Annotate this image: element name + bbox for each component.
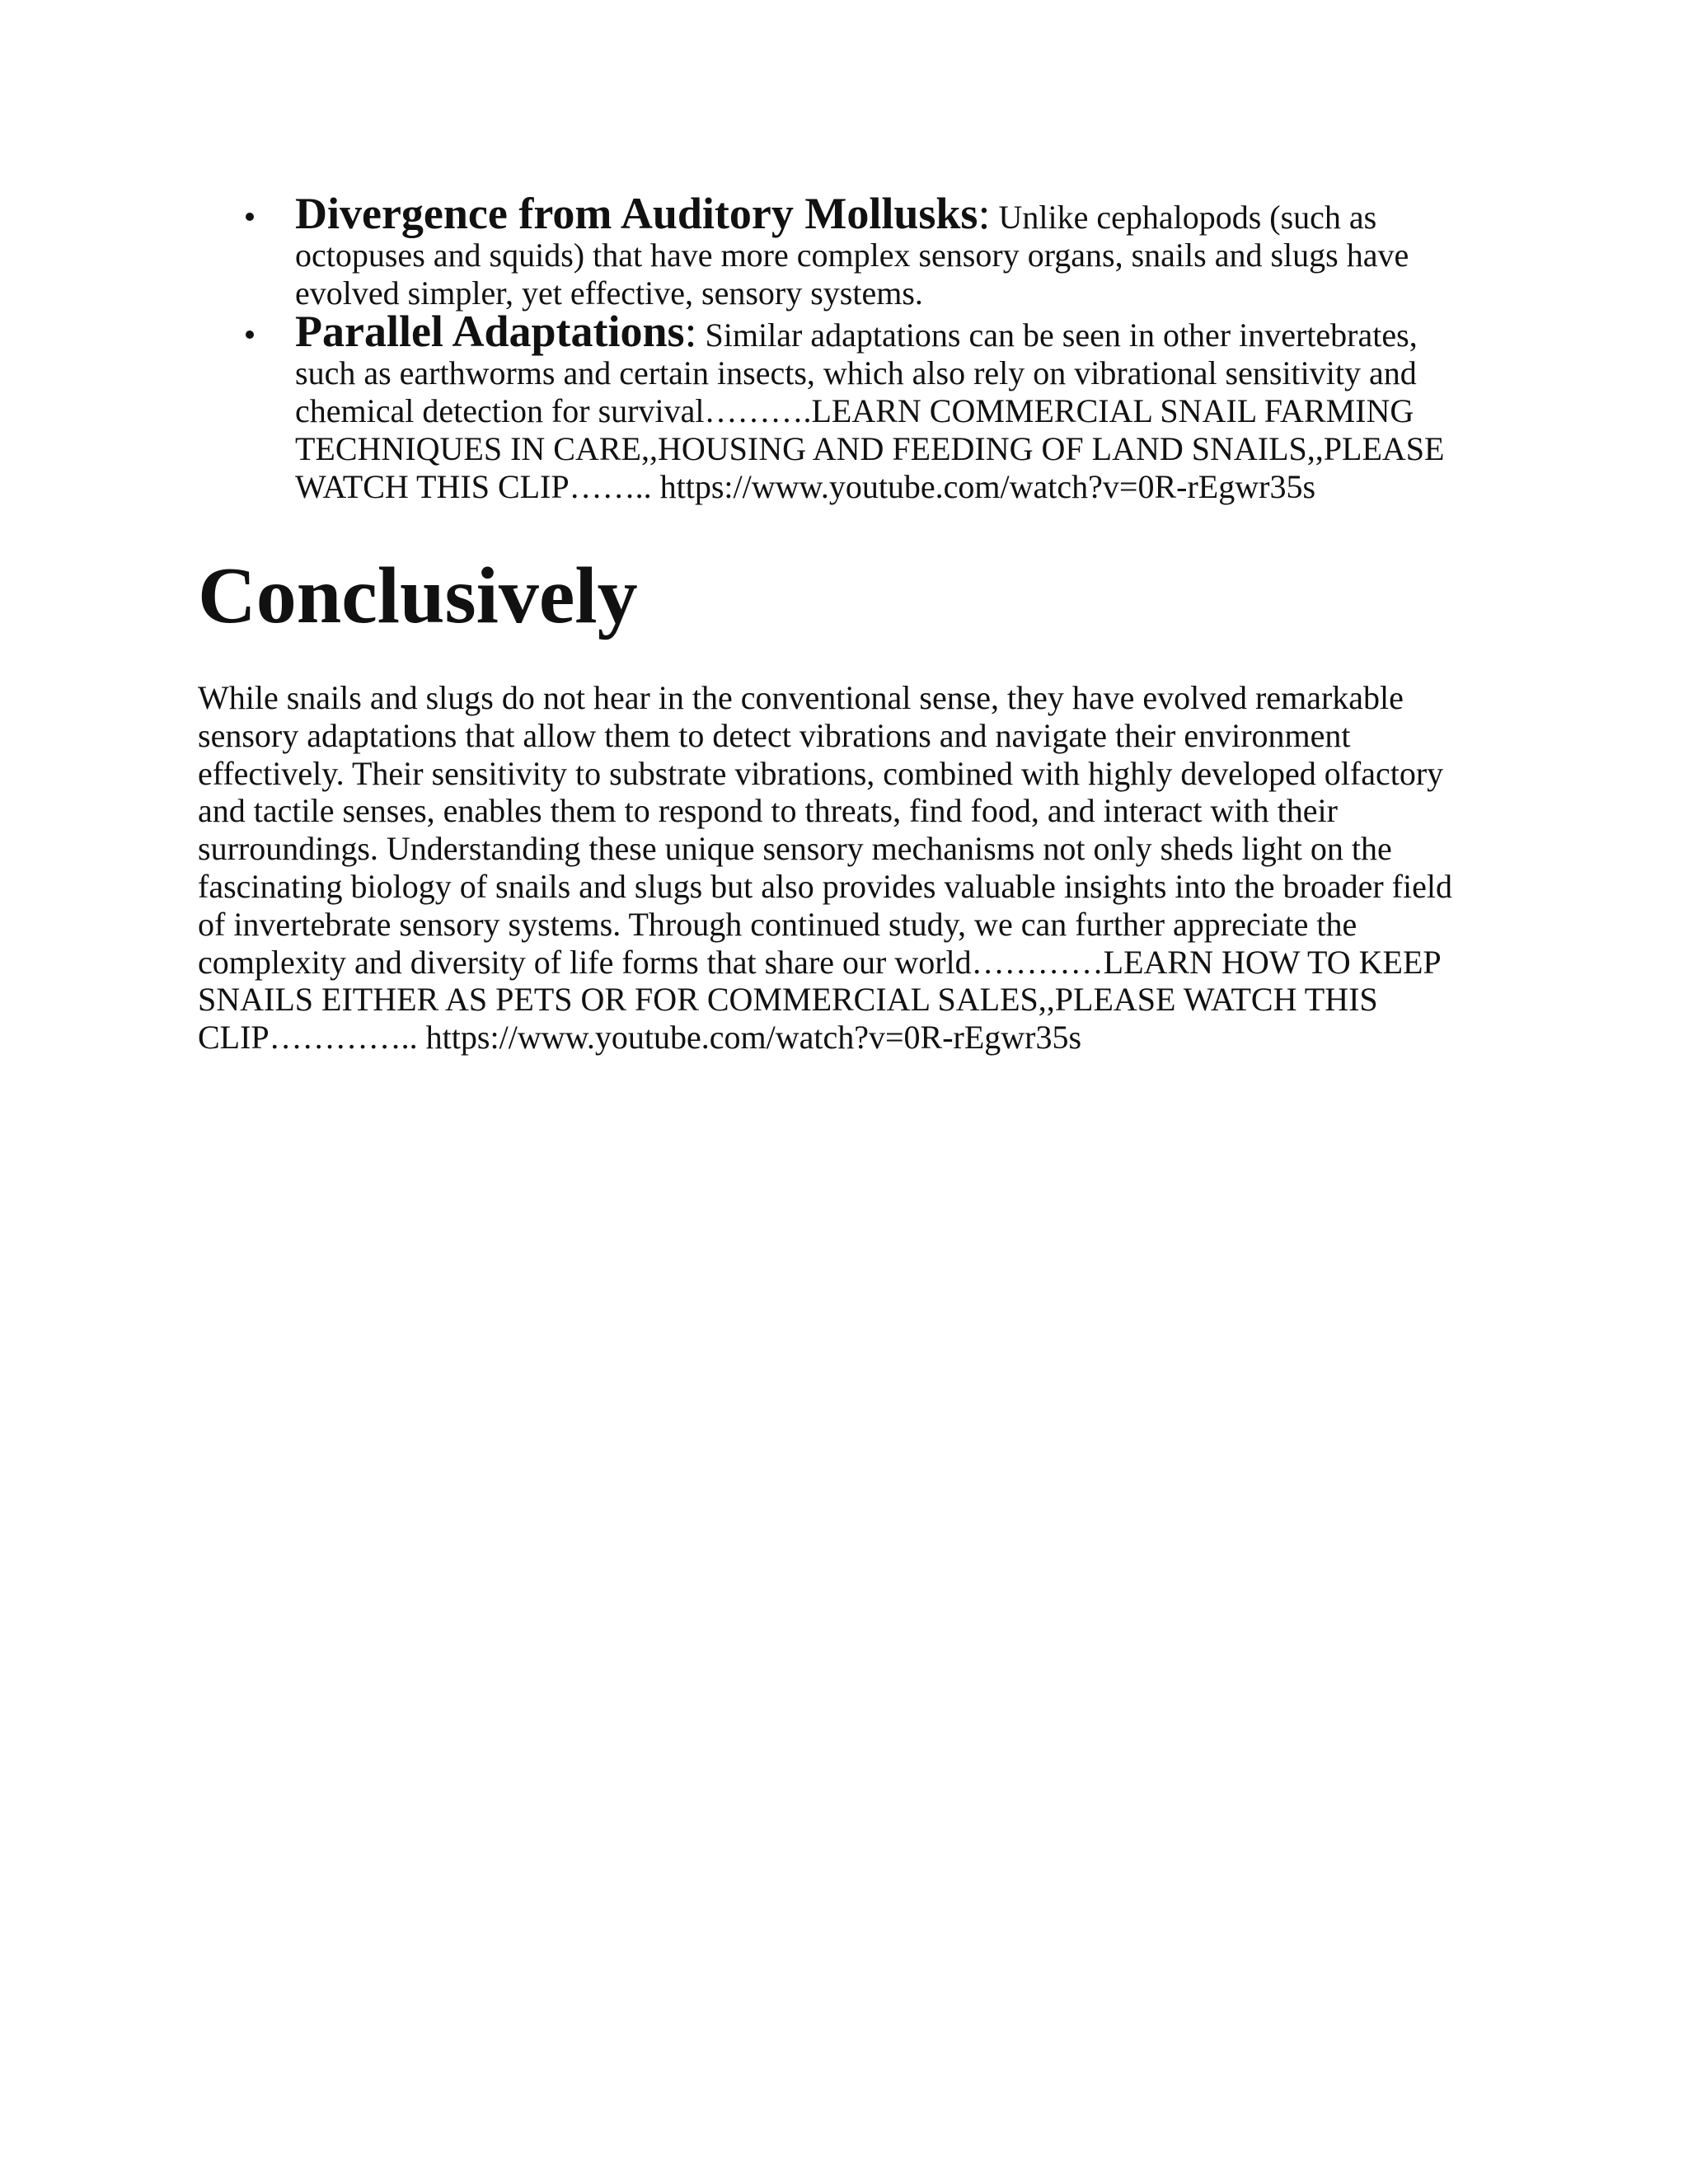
bullet-term: Parallel Adaptations (295, 307, 685, 356)
bullet-item-divergence (198, 189, 1459, 312)
bullet-colon: : (978, 189, 991, 238)
conclusion-paragraph: While snails and slugs do not hear in the conventional sense, they have evolved remarkable sensory adaptations that allow them to detect vibrations and navigate their environment effectively. Their sensitivity to substrate vibrations, combined with highly developed olfactory and tactile senses, enables them to respond to threats, find food, and interact with their surroundings. Understanding these unique sensory mechanisms not only sheds light on the fascinating biology of snails and slugs but also provides valuable insights into the broader field of invertebrate sensory systems. Through continued study, we can further appreciate the complexity and diversity of life forms that share our world…………LEARN HOW TO KEEP SNAILS EITHER AS PETS OR FOR COMMERCIAL SALES,,PLEASE WATCH THIS CLIP………….. https://www.youtube.com/watch?v=0R-rEgwr35s (198, 679, 1452, 1057)
bullet-dot-icon (246, 213, 254, 221)
bullet-term: Divergence from Auditory Mollusks (295, 189, 978, 238)
bullet-colon: : (684, 307, 697, 356)
bullet-text: Unlike cephalopods (such as octopuses and squids) that have more complex sensory organs, snails and slugs have evolved simpler, yet effective, sensory systems. (295, 199, 1409, 312)
document-page (198, 189, 1459, 1057)
bullet-list (198, 189, 1459, 506)
bullet-dot-icon (246, 330, 254, 339)
bullet-text: Similar adaptations can be seen in other invertebrates, such as earthworms and certain insects, which also rely on vibrational sensitivity and chemical detection for survival……….LEARN COMMERCIAL SNAIL FARMING TECHNIQUES IN CARE,,HOUSING AND FEEDING OF LAND SNAILS,,PLEASE WATCH THIS CLIP…….. https://www.youtube.com/watch?v=0R-rEgwr35s (295, 316, 1445, 505)
section-heading: Conclusively (198, 551, 638, 640)
bullet-item-parallel (198, 307, 1459, 506)
